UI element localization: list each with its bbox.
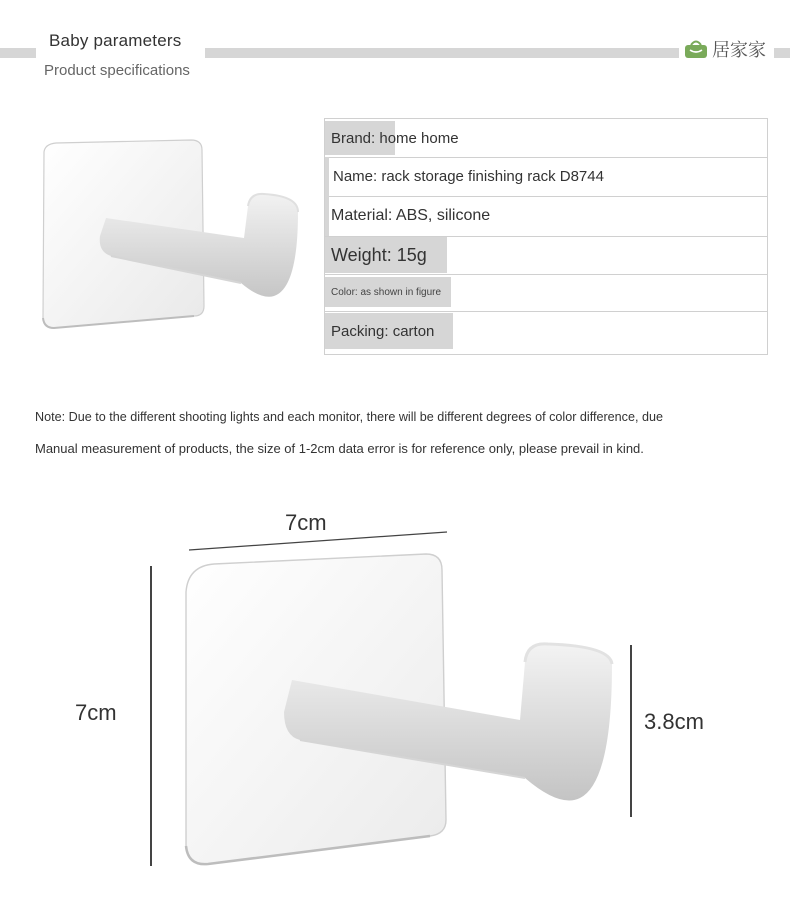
spec-cell [325,157,329,196]
spec-cell [325,196,329,236]
brand-name: 居家家 [712,40,766,61]
spec-table [324,118,768,355]
note-measurement: Manual measurement of products, the size of 1-2cm data error is for reference only, please prevail in kind. [35,441,644,456]
spec-row-weight [325,236,767,275]
product-image-bottom [180,552,620,868]
spec-label-brand: Brand: home home [331,129,459,147]
spec-label-material: Material: ABS, silicone [331,207,491,224]
note-color-difference: Note: Due to the different shooting lights and each monitor, there will be different degrees of color difference, due [35,410,663,424]
spec-row-brand [325,119,767,158]
section-title: Baby parameters [49,31,182,50]
header-rule-right [205,48,679,58]
dimension-height-label: 7cm [75,700,117,725]
spec-label-weight: Weight: 15g [325,237,447,273]
brand-logo [684,38,766,60]
spec-row-material [325,196,767,237]
dimension-hook-line [630,645,632,817]
spec-row-color [325,274,767,312]
product-image-top [36,138,306,338]
dimension-hook-label: 3.8cm [644,709,704,734]
spec-label-packing: Packing: carton [325,313,453,349]
dimension-width-line [188,528,450,554]
spec-label-color: Color: as shown in figure [325,277,451,307]
section-subtitle: Product specifications [44,62,190,79]
header-rule-end [774,48,790,58]
header-rule-left [0,48,36,58]
spec-row-packing [325,311,767,356]
dimension-height-line [150,566,152,866]
dimension-width-label: 7cm [285,510,327,535]
spec-row-name [325,157,767,197]
basket-icon [684,39,708,59]
spec-label-name: Name: rack storage finishing rack D8744 [333,168,604,185]
